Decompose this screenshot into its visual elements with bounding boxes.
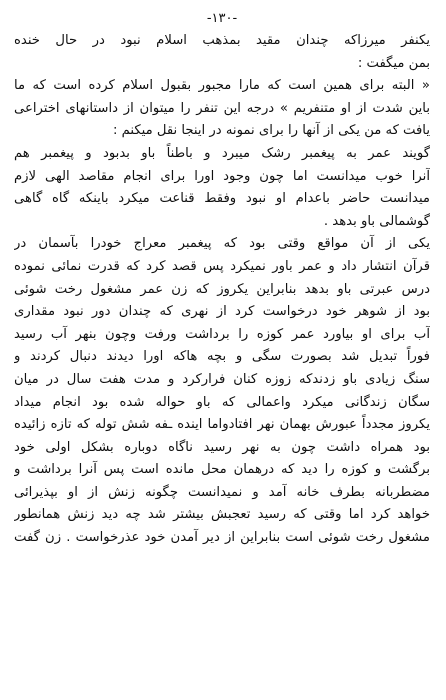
- text-line: فوراً تبدیل شد بصورت سگی و بچه هاکه اورا دیدند دنبال کردند و: [14, 349, 430, 365]
- text-line: مشغول رخت شوئی است بنابراین از دیر آمدن خود عذرخواست . زن گفت: [14, 530, 430, 546]
- text-line: باین شدت از او متنفریم » درجه این تنفر را میتوان از داستانهای اختراعی: [14, 100, 430, 116]
- text-line: آب برای او بیاورد عمر کوزه را برداشت ورفت وچون بنهر آب رسید: [14, 326, 430, 342]
- text-line: برگشت و کوزه را دید که درهمان محل مانده است پس آنرا برداشت و: [14, 462, 430, 478]
- text-line: خواهد کرد اما وقتی که رسید تعجبش بیشتر شد چه دید زنش همانطور: [14, 507, 430, 523]
- text-line: گوشمالی باو بدهد .: [323, 213, 430, 229]
- text-line: بمن میگفت :: [357, 55, 430, 71]
- text-line: سنگ زیادی باو زدندکه زوزه کنان فرارکرد و مدت هفت سال در میان: [14, 371, 430, 387]
- text-line: درس عبرتی باو بدهد بنابراین یکروز که زن عمر مشغول رخت شوئی: [14, 281, 430, 297]
- text-line: یکنفر میرزاکه چندان مقید بمذهب اسلام نبود در حال خنده: [14, 33, 430, 48]
- text-line: میدانست حاضر باعدام او نبود وفقط قناعت میکرد باینکه گاه گاهی: [14, 191, 430, 207]
- text-line: سگان زندگانی میکرد واعمالی که باو حواله شده بود انجام میداد: [14, 394, 430, 410]
- text-line: بود از شوهر خود درخواست کرد از نهری که چندان دور نبود مقداری: [14, 304, 430, 320]
- text-line: بود همراه داشت چون به نهر رسید ناگاه دوباره بشکل اولی خود: [14, 439, 430, 455]
- text-line: گویند عمر به پیغمبر رشک میبرد و باطناً باو بدبود و پیغمبر هم: [14, 145, 430, 161]
- text-line: یکی از آن مواقع وقتی بود که پیغمبر معراج خودرا بآسمان در: [14, 236, 430, 252]
- text-line: یکروز مجدداً عبورش بهمان نهر افتادواما اینده ـفه شش توله که تازه زائیده: [14, 417, 430, 433]
- text-line: « البته برای همین است که مارا مجبور بقبول اسلام کرده است که ما: [14, 78, 430, 94]
- text-line: آنرا خوب میدانست اما چون وجود اورا برای انجام مقاصد الهی لازم: [14, 168, 430, 184]
- page-number: -۱۳۰-: [206, 11, 238, 26]
- page-body: [14, 30, 430, 550]
- text-line: مضطربانه بطرف خانه آمد و نمیدانست چگونه زنش از او بپذیرائی: [14, 484, 430, 500]
- text-line: قرآن انتشار داد و عمر باور نمیکرد پس قصد کرد که قدرت نمائی نموده: [14, 258, 430, 274]
- text-line: یافت که من یکی از آنها را برای نمونه در اینجا نقل میکنم :: [112, 123, 430, 139]
